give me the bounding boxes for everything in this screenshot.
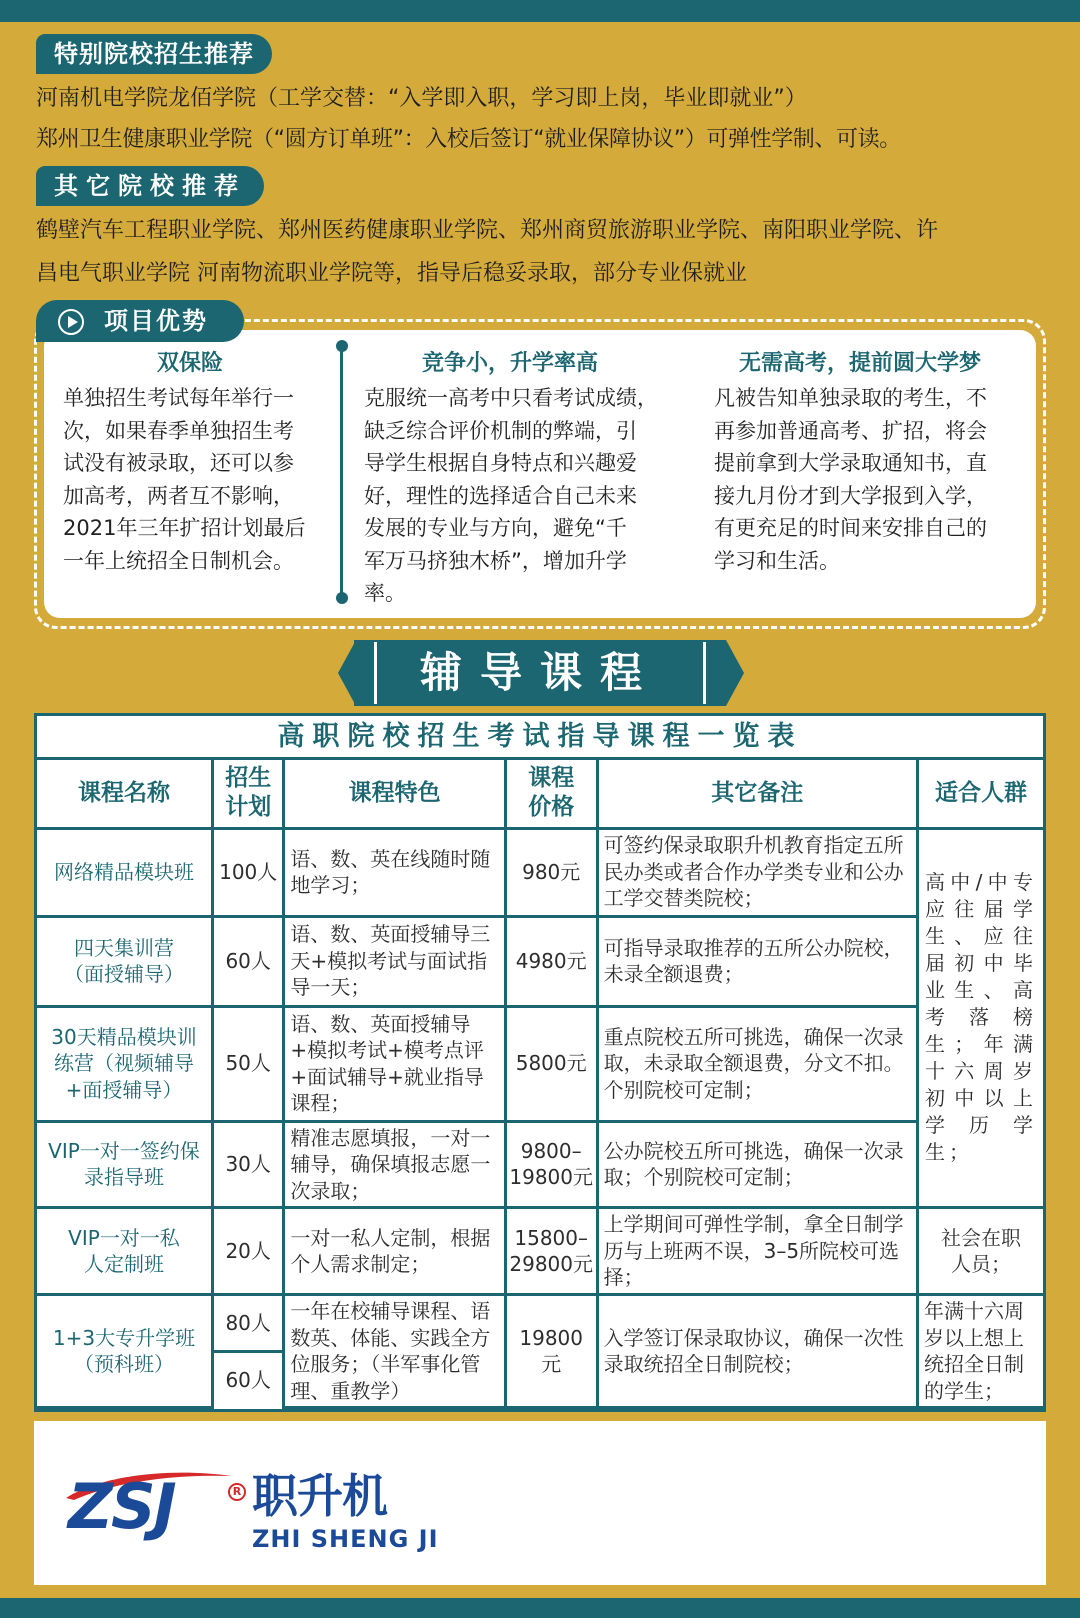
header-note: 其它备注: [597, 760, 917, 828]
header-course-name: 课程名称: [37, 760, 212, 828]
course-plan: 100人: [212, 828, 283, 916]
course-name: 30天精品模块训练营（视频辅导+面授辅导）: [37, 1006, 212, 1121]
course-plan: 50人: [212, 1006, 283, 1121]
course-price: 4980元: [505, 916, 597, 1006]
advantage-1-line: 加高考，两者互不影响，: [63, 483, 294, 508]
brand-name-cn: 职升机: [252, 1469, 387, 1523]
course-audience: 年满十六周岁以上想上统招全日制的学生；: [917, 1295, 1043, 1408]
header-plan: 招生计划: [212, 760, 283, 828]
advantage-1-line: 2021年三年扩招计划最后: [63, 516, 306, 540]
advantage-3-line: 有更充足的时间来安排自己的: [714, 516, 987, 540]
divider-dot-top: [336, 340, 348, 352]
course-note: 可签约保录取职升机教育指定五所民办类或者合作办学类专业和公办工学交替类院校；: [597, 828, 917, 916]
course-name: VIP一对一签约保录指导班: [37, 1121, 212, 1208]
advantage-title-1: 双保险: [156, 351, 223, 376]
advantage-2-line: 军万马挤独木桥”，增加升学: [364, 548, 627, 573]
table-row: [37, 916, 1043, 1006]
logo-panel: [34, 1421, 1046, 1585]
logo-letters: ZSJ: [68, 1470, 175, 1543]
divider-dot-bottom: [336, 592, 348, 604]
advantage-title-2: 竞争小，升学率高: [421, 351, 598, 376]
table-row: [37, 1208, 1043, 1295]
special-school-line-2: 郑州卫生健康职业学院（“圆方订单班”：入校后签订“就业保障协议”）可弹性学制、可读。: [36, 127, 901, 152]
advantage-1-line: 单独招生考试每年举行一: [63, 386, 294, 410]
advantage-2-line: 缺乏综合评价机制的弊端，引: [364, 418, 637, 443]
advantage-body-1: [63, 382, 333, 577]
advantage-2-line: 克服统一高考中只看考试成绩，: [364, 386, 658, 410]
advantages-divider: [340, 345, 343, 601]
advantage-title-3: 无需高考，提前圆大学梦: [738, 351, 981, 376]
advantage-2-line: 发展的专业与方向，避免“千: [364, 516, 627, 540]
special-schools-label: 特别院校招生推荐: [36, 34, 272, 74]
course-name: 网络精品模块班: [37, 828, 212, 916]
advantage-3-line: 学习和生活。: [714, 548, 840, 573]
advantage-3-line: 接九月份才到大学报到入学，: [714, 483, 987, 508]
course-plan: 80人: [212, 1295, 283, 1352]
banner-right-arrow: [726, 640, 744, 706]
course-note: 公办院校五所可挑选，确保一次录取；个别院校可定制；: [597, 1121, 917, 1208]
brand-name-en: ZHI SHENG JI: [252, 1525, 439, 1553]
advantages-label: 项目优势: [36, 300, 244, 342]
table-header-row: [37, 760, 1043, 828]
advantage-2-line: 率。: [364, 581, 406, 605]
header-price: 课程价格: [505, 760, 597, 828]
advantage-1-line: 一年上统招全日制机会。: [63, 548, 294, 573]
course-feature: 精准志愿填报，一对一辅导，确保填报志愿一次录取；: [284, 1121, 505, 1208]
header-feature: 课程特色: [284, 760, 505, 828]
advantage-body-2: [364, 382, 684, 610]
course-name: 1+3大专升学班（预科班）: [37, 1295, 212, 1408]
course-feature: 语、数、英在线随时随地学习；: [284, 828, 505, 916]
play-circle-icon: [58, 309, 84, 335]
course-price: 5800元: [505, 1006, 597, 1121]
course-price: 19800元: [505, 1295, 597, 1408]
course-banner-title: 辅导课程: [374, 642, 706, 704]
advantage-2-line: 好，理性的选择适合自己未来: [364, 483, 637, 508]
top-border-bar: [0, 0, 1080, 22]
course-feature: 一年在校辅导课程、语数英、体能、实践全方位服务；（半军事化管理、重教学）: [284, 1295, 505, 1408]
advantage-1-line: 试没有被录取，还可以参: [63, 451, 294, 475]
advantage-3-line: 再参加普通高考、扩招，将会: [714, 418, 987, 443]
header-audience: 适合人群: [917, 760, 1043, 828]
course-price: 980元: [505, 828, 597, 916]
course-plan: 60人: [212, 916, 283, 1006]
course-plan: 60人: [212, 1352, 283, 1408]
course-feature: 语、数、英面授辅导三天+模拟考试与面试指导一天；: [284, 916, 505, 1006]
course-audience: 社会在职人员；: [917, 1208, 1043, 1295]
other-schools-label: 其它院校推荐: [36, 166, 264, 206]
course-name: VIP一对一私人定制班: [37, 1208, 212, 1295]
table-row: [37, 1121, 1043, 1208]
course-name: 四天集训营（面授辅导）: [37, 916, 212, 1006]
course-audience-main: 高中/中专应往届学生、应往届初中毕业生、高考落榜生；年满十六周岁初中以上学历学生；: [917, 828, 1043, 1208]
table-row: [37, 1006, 1043, 1121]
course-price: 15800–29800元: [505, 1208, 597, 1295]
course-table: [34, 713, 1046, 1412]
other-school-line-2: 昌电气职业学院 河南物流职业学院等，指导后稳妥录取，部分专业保就业: [36, 261, 747, 286]
course-plan: 30人: [212, 1121, 283, 1208]
course-note: 可指导录取推荐的五所公办院校，未录全额退费；: [597, 916, 917, 1006]
special-school-line-1: 河南机电学院龙佰学院（工学交替：“入学即入职，学习即上岗，毕业即就业”）: [36, 86, 807, 111]
registered-mark-icon: R: [228, 1483, 246, 1501]
course-note: 重点院校五所可挑选，确保一次录取，未录取全额退费，分文不扣。个别院校可定制；: [597, 1006, 917, 1121]
advantage-2-line: 导学生根据自身特点和兴趣爱: [364, 451, 637, 475]
advantage-3-line: 凡被告知单独录取的考生，不: [714, 386, 987, 410]
course-table-grid: [37, 760, 1043, 1409]
advantage-1-line: 次，如果春季单独招生考: [63, 418, 294, 443]
table-row: [37, 1295, 1043, 1352]
course-price: 9800–19800元: [505, 1121, 597, 1208]
course-note: 上学期间可弹性学制，拿全日制学历与上班两不误，3–5所院校可选择；: [597, 1208, 917, 1295]
course-note: 入学签订保录取协议，确保一次性录取统招全日制院校；: [597, 1295, 917, 1408]
bottom-border-bar: [0, 1598, 1080, 1618]
advantage-body-3: [714, 382, 1024, 577]
table-row: [37, 828, 1043, 916]
other-school-line-1: 鹤壁汽车工程职业学院、郑州医药健康职业学院、郑州商贸旅游职业学院、南阳职业学院、许: [36, 218, 939, 243]
course-plan: 20人: [212, 1208, 283, 1295]
course-table-title: 高职院校招生考试指导课程一览表: [37, 716, 1043, 760]
course-feature: 一对一私人定制，根据个人需求制定；: [284, 1208, 505, 1295]
advantage-3-line: 提前拿到大学录取通知书，直: [714, 451, 987, 475]
course-feature: 语、数、英面授辅导+模拟考试+模考点评+面试辅导+就业指导课程；: [284, 1006, 505, 1121]
